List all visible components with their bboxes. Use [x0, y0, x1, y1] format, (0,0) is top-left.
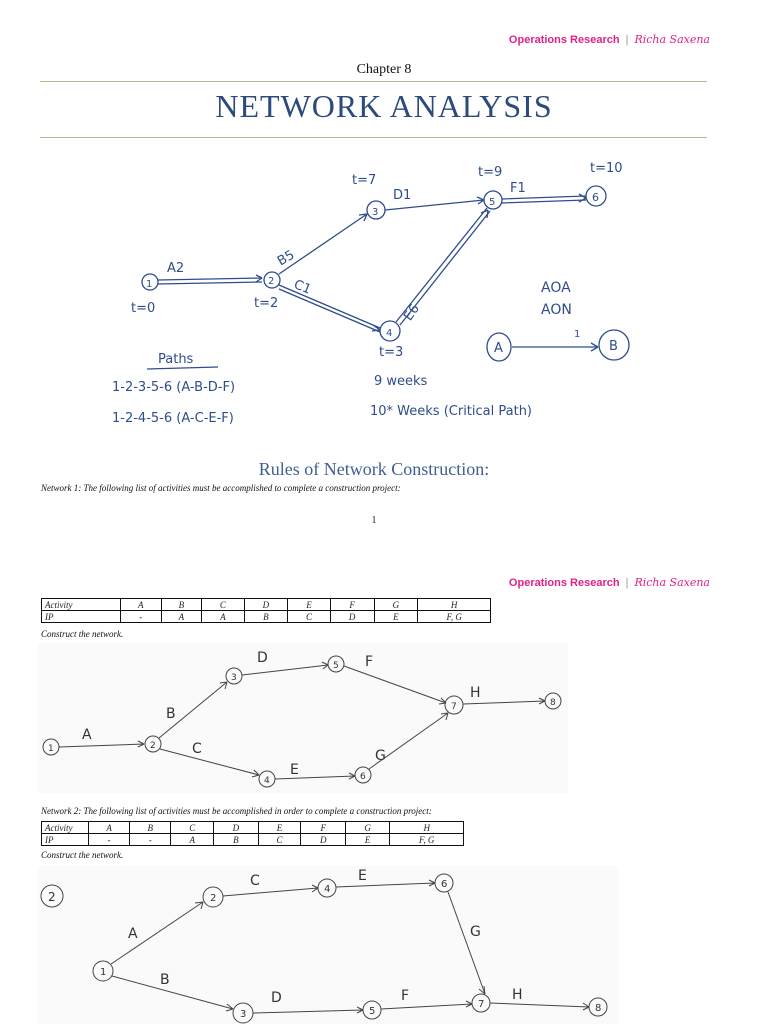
table-cell: Activity [42, 599, 121, 611]
d3-node-7: 7 [478, 999, 485, 1010]
activity-a: A2 [167, 261, 185, 276]
node-5-label: 5 [489, 197, 496, 208]
d3-node-4: 4 [324, 884, 331, 895]
node-4-label: 4 [386, 328, 393, 339]
d2-label-d: D [257, 650, 268, 666]
page-title: NETWORK ANALYSIS [215, 88, 553, 124]
table-cell: - [121, 611, 162, 623]
table-cell: B [130, 822, 171, 834]
network-2-intro: Network 2: The following list of activities must be accomplished in order to complete a construction project: [41, 806, 432, 816]
d2-node-5: 5 [333, 661, 339, 671]
time-1: t=0 [131, 301, 156, 316]
table-cell: G [374, 599, 418, 611]
table-cell: C [288, 611, 330, 623]
header-title: Operations Research [508, 34, 620, 46]
header-author-2: Richa Saxena [634, 576, 710, 589]
activity-table-1 [41, 598, 491, 623]
aon-b-label: B [609, 339, 618, 354]
d3-label-d: D [271, 990, 282, 1006]
d2-node-8: 8 [550, 698, 556, 708]
top-rule [40, 81, 707, 82]
d2-label-a: A [82, 727, 92, 743]
table-row [42, 599, 491, 611]
header-separator: | [625, 34, 629, 46]
chapter-label: Chapter 8 [356, 62, 412, 77]
table-cell: F, G [390, 834, 464, 846]
node-1-label: 1 [146, 279, 153, 290]
d3-label-f: F [401, 988, 410, 1004]
aoa-label: AOA [541, 280, 571, 296]
table-cell: A [171, 834, 214, 846]
d3-label-e: E [358, 868, 367, 884]
network-1-intro: Network 1: The following list of activities must be accomplished to complete a construction project: [41, 483, 401, 493]
path-2: 1-2-4-5-6 (A-C-E-F) [112, 411, 234, 426]
table-cell: G [345, 822, 389, 834]
d3-node-8: 8 [595, 1003, 602, 1014]
table-cell: D [330, 611, 374, 623]
time-5: t=9 [478, 165, 503, 180]
d3-label-b: B [160, 972, 170, 988]
table-cell: F, G [418, 611, 491, 623]
table-cell: A [161, 611, 202, 623]
network-diagram-1 [0, 150, 768, 440]
d2-label-h: H [470, 685, 481, 701]
d2-node-2: 2 [150, 741, 156, 751]
d3-node-5: 5 [369, 1006, 376, 1017]
d2-node-4: 4 [264, 776, 270, 786]
table-cell: IP [42, 834, 89, 846]
d2-label-g: G [375, 748, 386, 764]
activity-b: B5 [274, 247, 298, 270]
section-heading: Rules of Network Construction: [258, 459, 490, 479]
aon-arrow-label: 1 [574, 329, 581, 340]
d3-label-h: H [512, 987, 523, 1003]
table-cell: E [345, 834, 389, 846]
d3-node-2: 2 [210, 893, 217, 904]
d2-node-3: 3 [231, 673, 237, 683]
table-row [42, 834, 464, 846]
table-cell: F [330, 599, 374, 611]
table-cell: A [121, 599, 162, 611]
d2-label-e: E [290, 762, 299, 778]
table-cell: D [301, 834, 345, 846]
network-diagram-2 [38, 643, 568, 793]
d2-label-c: C [192, 741, 202, 757]
header-title-2: Operations Research [508, 577, 620, 589]
node-6-label: 6 [592, 191, 599, 204]
d3-label-a: A [128, 926, 138, 942]
table-cell: D [214, 822, 258, 834]
d3-node-3: 3 [240, 1009, 247, 1020]
activity-d: D1 [393, 188, 412, 203]
d3-number: 2 [48, 890, 56, 904]
table-cell: B [214, 834, 258, 846]
table-cell: Activity [42, 822, 89, 834]
aon-label: AON [541, 302, 572, 318]
table-cell: B [244, 611, 288, 623]
d2-label-f: F [365, 654, 374, 670]
table-row [42, 822, 464, 834]
table-cell: C [258, 834, 301, 846]
table-cell: H [418, 599, 491, 611]
path-1-time: 9 weeks [374, 374, 428, 389]
table-cell: D [244, 599, 288, 611]
table-cell: F [301, 822, 345, 834]
d2-label-b: B [166, 706, 176, 722]
d2-node-1: 1 [48, 744, 54, 754]
table-cell: C [171, 822, 214, 834]
table-cell: A [89, 822, 130, 834]
d3-node-6: 6 [441, 879, 448, 890]
network-diagram-3 [38, 866, 618, 1024]
bottom-rule [40, 137, 707, 138]
page-header [509, 33, 710, 46]
table-cell: - [89, 834, 130, 846]
d2-node-7: 7 [451, 702, 457, 712]
time-6: t=10 [590, 161, 623, 176]
table-cell: E [288, 599, 330, 611]
construct-note-2: Construct the network. [41, 850, 124, 860]
path-1: 1-2-3-5-6 (A-B-D-F) [112, 380, 236, 395]
table-cell: H [390, 822, 464, 834]
activity-f: F1 [510, 181, 526, 196]
activity-c: C1 [291, 277, 314, 298]
table-cell: A [202, 611, 244, 623]
activity-e: E6 [401, 301, 423, 324]
table-cell: C [202, 599, 244, 611]
d3-label-g: G [470, 924, 481, 940]
table-cell: B [161, 599, 202, 611]
d3-label-c: C [250, 873, 260, 889]
table-row [42, 611, 491, 623]
edge-b [279, 214, 367, 274]
page-number: 1 [371, 515, 377, 526]
time-3: t=7 [352, 173, 377, 188]
header-separator-2: | [625, 577, 629, 589]
d2-node-6: 6 [360, 772, 366, 782]
table-cell: - [130, 834, 171, 846]
edge-f [502, 196, 586, 203]
path-2-time: 10* Weeks (Critical Path) [370, 404, 532, 419]
table-cell: E [374, 611, 418, 623]
table-cell: IP [42, 611, 121, 623]
table-cell: E [258, 822, 301, 834]
node-3-label: 3 [372, 207, 379, 218]
paths-title: Paths [158, 352, 194, 367]
page-header-2 [509, 576, 710, 589]
edge-a [158, 278, 262, 284]
aon-a-label: A [494, 341, 503, 356]
construct-note-1: Construct the network. [41, 629, 124, 639]
d3-node-1: 1 [100, 967, 107, 978]
header-author: Richa Saxena [634, 33, 710, 46]
time-2: t=2 [254, 296, 279, 311]
node-2-label: 2 [268, 276, 275, 287]
activity-table-2 [41, 821, 464, 846]
time-4: t=3 [379, 345, 404, 360]
